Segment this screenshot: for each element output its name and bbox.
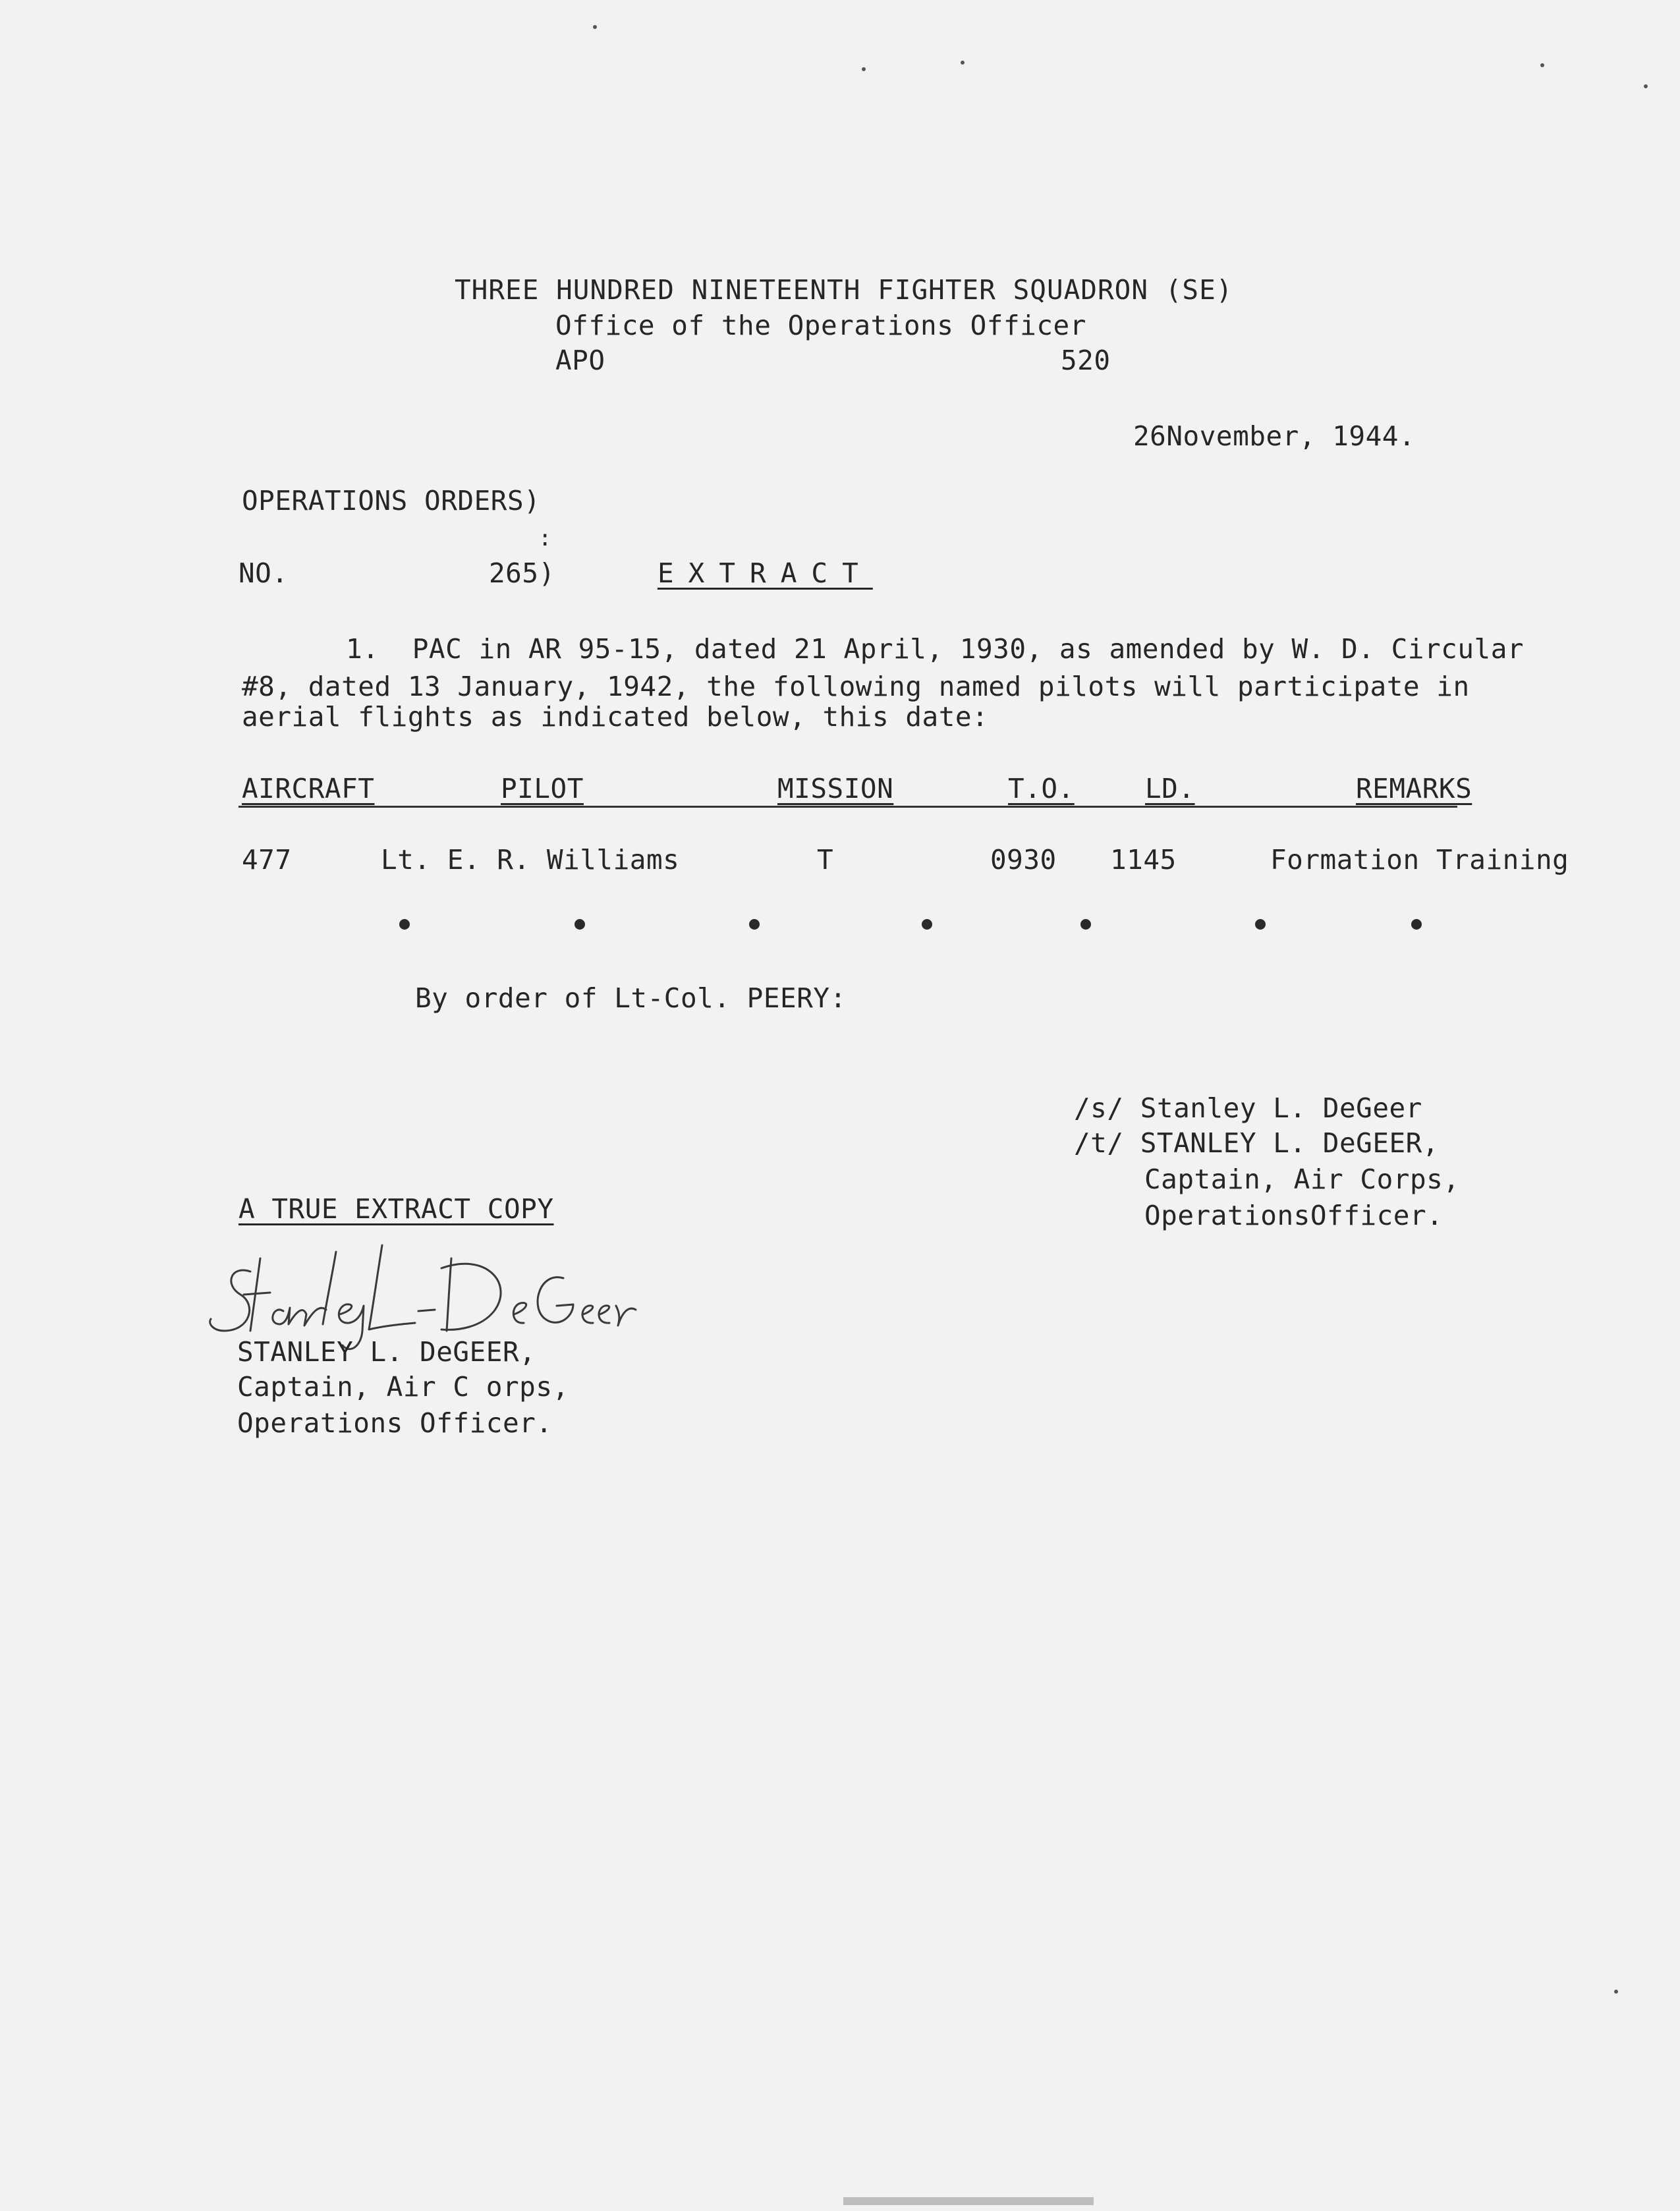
orders-colon: : (538, 525, 552, 551)
scan-speck (862, 67, 866, 71)
cell-pilot: Lt. E. R. Williams (381, 844, 680, 876)
office-name: Office of the Operations Officer (555, 310, 1086, 341)
scan-speck (1614, 1990, 1618, 1994)
by-order-line: By order of Lt-Col. PEERY: (415, 982, 847, 1014)
scan-speck (1540, 63, 1544, 67)
signer-title: OperationsOfficer. (1144, 1200, 1443, 1231)
omission-dot (574, 919, 585, 930)
signer-rank: Captain, Air Corps, (1144, 1163, 1460, 1195)
column-header-remarks: REMARKS (1356, 773, 1472, 804)
unit-name: THREE HUNDRED NINETEENTH FIGHTER SQUADRON (SE) (455, 274, 1233, 306)
certifier-name: STANLEY L. DeGEER, (237, 1336, 536, 1368)
omission-dot (749, 919, 760, 930)
omission-dot (1411, 919, 1422, 930)
cell-takeoff: 0930 (990, 844, 1057, 876)
column-header-pilot: PILOT (501, 773, 584, 804)
scan-speck (593, 25, 597, 29)
omission-dot (1080, 919, 1091, 930)
paragraph-line-2: #8, dated 13 January, 1942, the following named pilots will participate in (242, 671, 1470, 702)
column-header-takeoff: T.O. (1008, 773, 1075, 804)
paragraph-line-1: 1. PAC in AR 95-15, dated 21 April, 1930, as amended by W. D. Circular (346, 633, 1525, 665)
scan-speck (961, 61, 965, 65)
apo-number: 520 (1061, 345, 1111, 376)
order-number-label: NO. (238, 557, 289, 589)
cell-aircraft: 477 (242, 844, 292, 876)
operations-orders-label: OPERATIONS ORDERS) (242, 485, 541, 517)
column-header-aircraft: AIRCRAFT (242, 773, 375, 804)
cell-remarks: Formation Training (1270, 844, 1569, 876)
column-header-landing: LD. (1145, 773, 1195, 804)
signed-line: /s/ Stanley L. DeGeer (1074, 1092, 1422, 1124)
document-date: 26November, 1944. (1133, 420, 1416, 452)
paragraph-line-3: aerial flights as indicated below, this date: (242, 701, 989, 733)
column-header-mission: MISSION (777, 773, 894, 804)
extract-title: EXTRACT (658, 557, 873, 589)
certifier-title: Operations Officer. (237, 1407, 553, 1439)
omission-dot (922, 919, 932, 930)
scan-speck (1644, 84, 1648, 88)
typed-name-line: /t/ STANLEY L. DeGEER, (1074, 1127, 1440, 1159)
cell-mission: T (817, 844, 834, 876)
true-extract-copy-label: A TRUE EXTRACT COPY (238, 1193, 554, 1225)
omission-dot (399, 919, 410, 930)
omission-dot (1255, 919, 1266, 930)
table-header-rule (238, 806, 1457, 808)
order-number: 265) (489, 557, 555, 589)
certifier-rank: Captain, Air C orps, (237, 1371, 569, 1403)
cell-landing: 1145 (1110, 844, 1177, 876)
apo-label: APO (555, 345, 605, 376)
scan-edge-artifact (843, 2197, 1094, 2205)
